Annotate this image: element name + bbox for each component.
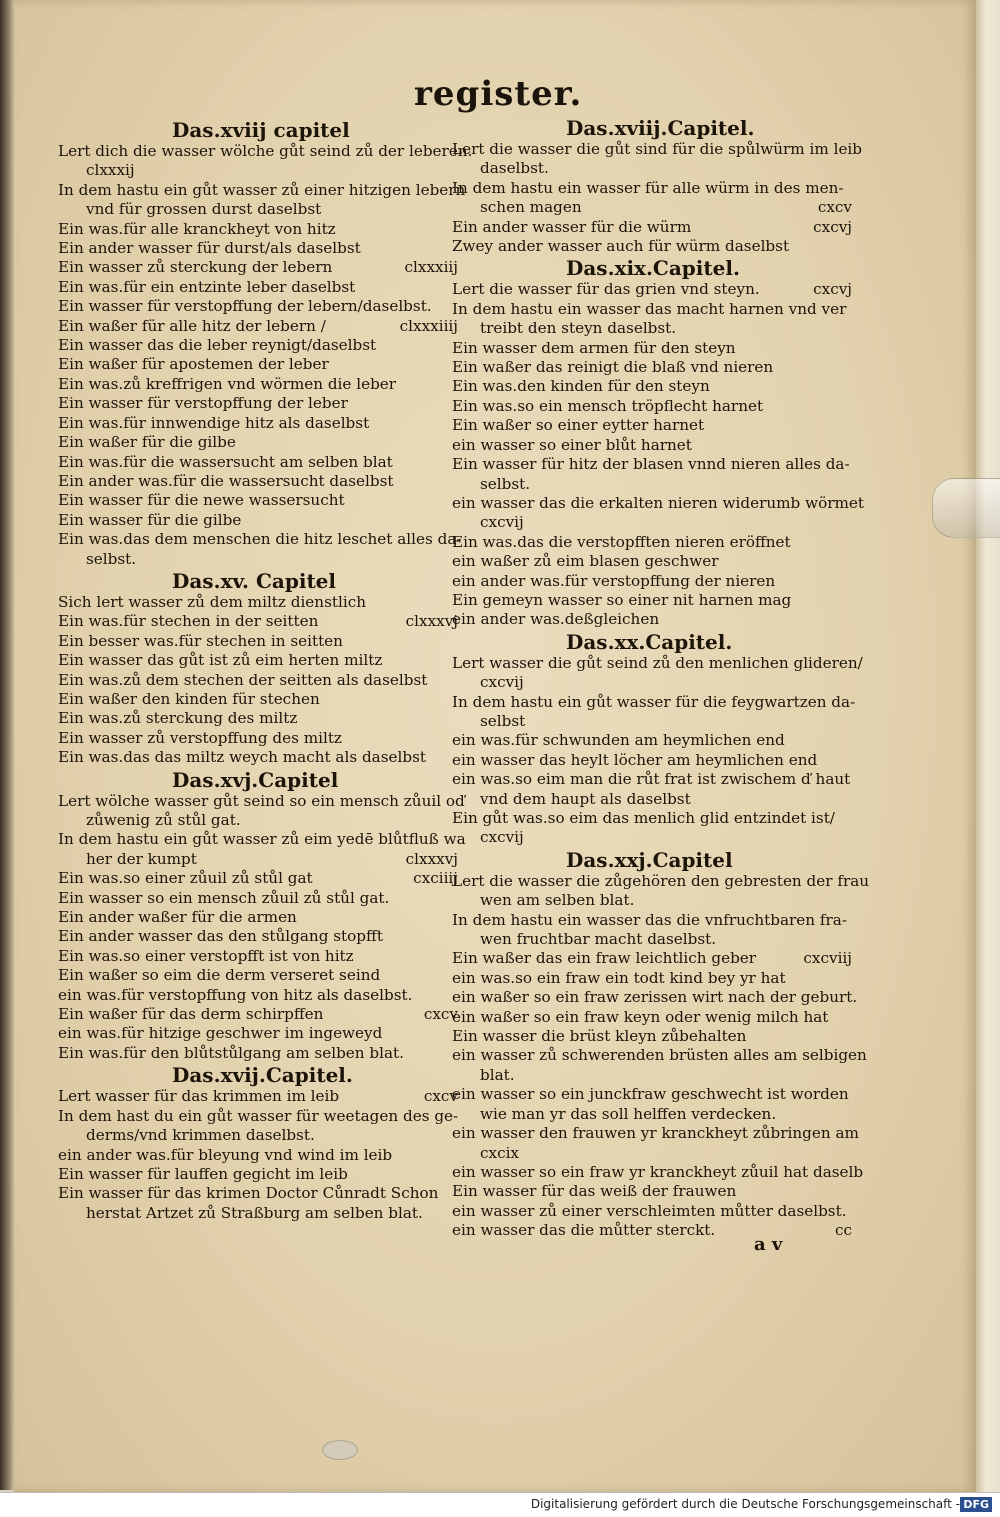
- chapter-heading: Das.xvj.Capitel: [172, 767, 339, 792]
- folio-number: cc: [834, 1221, 852, 1240]
- register-entry: [452, 140, 863, 159]
- entry-text: blat.: [480, 1065, 515, 1084]
- entry-text: derms/vnd krimmen daselbst.: [86, 1126, 315, 1145]
- entry-text: ein waßer so ein fraw keyn oder wenig milch hat: [452, 1007, 829, 1026]
- footer-bar: [0, 1492, 1000, 1517]
- register-entry: [452, 493, 864, 513]
- entry-text: Ein wasser die brüst kleyn zůbehalten: [452, 1027, 747, 1046]
- register-entry: [58, 1005, 458, 1024]
- entry-text: Ein wasser für das krimen Doctor Cůnradt Schon: [58, 1184, 439, 1203]
- register-entry: [58, 690, 458, 709]
- entry-text: vnd für grossen durst daselbst: [86, 200, 322, 219]
- register-entry: [58, 1184, 458, 1203]
- entry-text: Ein was.so einer zůuil zů stůl gat: [58, 869, 313, 888]
- entry-text: Ein wasser das die leber reynigt/daselbst: [58, 336, 377, 355]
- register-entry: [58, 180, 466, 200]
- register-entry: [452, 218, 852, 237]
- entry-text: Ein wasser für hitz der blasen vnnd nieren alles da-: [452, 455, 850, 474]
- scan-thumb-mark: [322, 1440, 358, 1460]
- register-entry: [452, 1008, 852, 1027]
- entry-text: wie man yr das soll helffen verdecken.: [480, 1104, 777, 1123]
- entry-text: wen am selben blat.: [480, 891, 635, 910]
- entry-text: Ein was.das das miltz weych macht als daselbst: [58, 748, 427, 767]
- register-entry: [58, 317, 458, 336]
- entry-text: Ein gemeyn wasser so einer nit harnen mag: [452, 590, 792, 609]
- entry-text: Lert die wasser die zůgehören den gebresten der frau: [452, 871, 870, 890]
- left-column: [58, 118, 473, 1223]
- register-entry: [58, 1126, 458, 1145]
- entry-text: Ein wasser dem armen für den steyn: [452, 338, 736, 357]
- register-entry: [58, 830, 466, 849]
- register-entry: [452, 809, 852, 828]
- register-entry: [58, 258, 458, 277]
- register-entry: [452, 237, 852, 256]
- register-entry: [58, 791, 465, 811]
- register-entry: [452, 790, 852, 809]
- entry-text: Ein waßer das ein fraw leichtlich geber: [452, 949, 757, 968]
- register-entry: [452, 198, 852, 217]
- entry-text: In dem hastu ein wasser das macht harnen vnd ver: [452, 299, 847, 318]
- folio-number: clxxxvj: [405, 849, 458, 868]
- folio-number: cxciiij: [413, 869, 458, 888]
- entry-text: Ein wasser für verstopffung der lebern/daselbst.: [58, 297, 432, 316]
- register-entry: [452, 1144, 852, 1163]
- register-entry: [58, 869, 458, 888]
- entry-text: Ein was.so einer verstopfft ist von hitz: [58, 946, 354, 965]
- entry-text: ein was.so eim man die růt frat ist zwischem ď haut: [452, 770, 851, 789]
- register-entry: [58, 632, 458, 651]
- entry-text: ein wasser zů einer verschleimten můtter daselbst.: [452, 1201, 847, 1220]
- register-entry: [58, 550, 458, 569]
- entry-text: daselbst.: [480, 159, 549, 178]
- register-entry: [58, 472, 458, 491]
- entry-text: Ein was.für innwendige hitz als daselbst: [58, 413, 370, 432]
- entry-text: ein wasser zů schwerenden brüsten alles am selbigen: [452, 1046, 867, 1065]
- entry-text: In dem hastu ein wasser für alle würm in des men-: [452, 178, 844, 197]
- folio-number: cxcvj: [813, 217, 852, 236]
- entry-text: Ein gůt was.so eim das menlich glid entzindet ist/: [452, 809, 835, 827]
- register-entry: [452, 692, 856, 712]
- entry-text: Ein ander was.für die wassersucht daselbst: [58, 471, 394, 490]
- register-entry: [452, 572, 852, 591]
- register-entry: [452, 1182, 852, 1201]
- footer-credit: Digitalisierung gefördert durch die Deutsche Forschungsgemeinschaft -: [530, 1497, 960, 1511]
- register-entry: [58, 220, 458, 239]
- entry-text: selbst.: [480, 474, 531, 493]
- entry-text: Ein waßer für das derm schirpffen: [58, 1005, 324, 1024]
- entry-text: Ein was.für die wassersucht am selben blat: [58, 452, 393, 471]
- entry-text: ein ander was.deßgleichen: [452, 610, 660, 629]
- register-entry: [58, 278, 458, 297]
- entry-text: Ein ander wasser für durst/als daselbst: [58, 239, 361, 258]
- entry-text: Lert dich die wasser wölche gůt seind zů der leberen.: [58, 142, 473, 160]
- entry-text: ein wasser das die můtter sterckt.: [452, 1221, 716, 1240]
- register-entry: [452, 1027, 852, 1046]
- page-fore-edge: [976, 0, 1000, 1492]
- folio-number: clxxxvj: [405, 612, 458, 631]
- register-entry: [452, 988, 858, 1007]
- entry-text: herstat Artzet zů Straßburg am selben blat.: [86, 1203, 423, 1222]
- entry-text: ein ander was.für verstopffung der nieren: [452, 571, 776, 590]
- register-entry: [58, 850, 458, 869]
- entry-text: schen magen: [480, 198, 582, 217]
- register-entry: [452, 731, 852, 750]
- entry-text: ein wasser das die erkalten nieren widerumb wörmet: [452, 493, 864, 512]
- register-entry: [452, 751, 852, 770]
- register-entry: [452, 871, 870, 891]
- register-entry: [58, 375, 458, 394]
- entry-text: Ein waßer das reinigt die blaß vnd nieren: [452, 358, 774, 377]
- register-entry: [452, 358, 852, 377]
- entry-text: her der kumpt: [86, 849, 197, 868]
- entry-text: Ein wasser für die gilbe: [58, 510, 242, 529]
- folio-number: clxxxiij: [404, 258, 458, 277]
- entry-text: ein was.für schwunden am heymlichen end: [452, 731, 785, 750]
- register-entry: [452, 416, 852, 435]
- entry-text: Ein wasser zů sterckung der lebern: [58, 258, 333, 277]
- register-entry: [58, 1087, 458, 1106]
- chapter-heading: Das.xxj.Capitel: [566, 847, 733, 872]
- entry-text: In dem hastu ein gůt wasser zů eim yedē blůtfluß wa: [58, 830, 466, 849]
- register-entry: [58, 811, 458, 830]
- register-entry: [452, 1221, 852, 1240]
- register-entry: [452, 1066, 852, 1085]
- entry-text: Ein wasser für das weiß der frauwen: [452, 1182, 737, 1201]
- folio-number: clxxxiiij: [399, 316, 458, 335]
- chapter-heading: Das.xviij.Capitel.: [566, 116, 755, 140]
- entry-text: Ein wasser für verstopffung der leber: [58, 394, 348, 413]
- entry-text: ein wasser den frauwen yr kranckheyt zůbringen am: [452, 1124, 859, 1143]
- entry-text: Lert wasser für das krimmen im leib: [58, 1087, 340, 1106]
- page-title: register.: [414, 74, 583, 114]
- register-entry: [452, 377, 852, 396]
- entry-text: Ein was.das die verstopfften nieren eröffnet: [452, 532, 791, 551]
- register-entry: [58, 927, 458, 946]
- register-entry: [58, 1044, 458, 1063]
- register-entry: [58, 394, 458, 413]
- entry-text: In dem hastu ein gůt wasser für die feygwartzen da-: [452, 692, 856, 711]
- register-entry: [58, 491, 458, 510]
- register-entry: [452, 1046, 867, 1065]
- register-entry: [58, 433, 458, 452]
- register-entry: [452, 1162, 864, 1182]
- entry-text: ein was.so ein fraw ein todt kind bey yr hat: [452, 968, 786, 987]
- entry-text: Ein wasser das gůt ist zů eim herten miltz: [58, 651, 383, 670]
- register-entry: [58, 612, 458, 631]
- register-entry: [452, 533, 852, 552]
- page-clip: [932, 478, 1000, 538]
- entry-text: Ein wasser für die newe wassersucht: [58, 491, 345, 510]
- folio-number: cxcv: [423, 1087, 458, 1106]
- register-entry: [452, 673, 852, 692]
- register-entry: [452, 280, 852, 299]
- entry-text: Lert die wasser für das grien vnd steyn.: [452, 280, 760, 299]
- entry-text: Ein waßer für alle hitz der lebern /: [58, 316, 326, 335]
- entry-text: Ein wasser so ein mensch zůuil zů stůl gat.: [58, 888, 390, 907]
- register-entry: [58, 336, 458, 355]
- register-entry: [58, 453, 458, 472]
- entry-text: Lert die wasser die gůt sind für die spůlwürm im leib: [452, 140, 863, 158]
- entry-text: ein wasser so ein junckfraw geschwecht ist worden: [452, 1085, 849, 1104]
- register-entry: [452, 1105, 852, 1124]
- register-entry: [58, 651, 458, 670]
- register-entry: [452, 591, 852, 610]
- register-entry: [452, 969, 852, 988]
- register-entry: [58, 200, 458, 219]
- register-entry: [452, 911, 852, 930]
- register-entry: [452, 712, 852, 731]
- right-column: [452, 116, 870, 1241]
- entry-text: cxcix: [480, 1143, 519, 1162]
- entry-text: Ein was.für stechen in der seitten: [58, 612, 319, 631]
- entry-text: vnd dem haupt als daselbst: [480, 789, 691, 808]
- register-entry: [452, 436, 852, 455]
- register-entry: [452, 475, 852, 494]
- entry-text: Ein was.zů dem stechen der seitten als daselbst: [58, 670, 428, 689]
- entry-text: Ein was.den kinden für den steyn: [452, 377, 710, 396]
- register-entry: [58, 593, 458, 612]
- register-entry: [58, 239, 458, 258]
- register-entry: [452, 397, 852, 416]
- register-entry: [452, 339, 852, 358]
- entry-text: In dem hastu ein gůt wasser zů einer hitzigen lebern: [58, 180, 466, 199]
- register-entry: [58, 966, 458, 985]
- entry-text: Zwey ander wasser auch für würm daselbst: [452, 237, 790, 256]
- entry-text: Ein waßer so einer eytter harnet: [452, 416, 705, 435]
- register-entry: [452, 930, 852, 949]
- entry-text: Ein was.für alle kranckheyt von hitz: [58, 219, 336, 238]
- register-entry: [452, 179, 852, 198]
- folio-number: cxcv: [423, 1005, 458, 1024]
- entry-text: Ein was.für ein entzinte leber daselbst: [58, 277, 356, 296]
- chapter-heading: Das.xv. Capitel: [172, 568, 337, 593]
- register-entry: [452, 159, 852, 178]
- register-entry: [58, 986, 458, 1005]
- register-entry: [452, 610, 852, 629]
- entry-text: Ein was.zů kreffrigen vnd wörmen die leber: [58, 374, 397, 393]
- entry-text: Ein waßer den kinden für stechen: [58, 689, 320, 708]
- register-entry: [58, 297, 458, 316]
- register-entry: [452, 300, 852, 319]
- entry-text: cxcvij: [480, 673, 524, 692]
- register-entry: [58, 142, 473, 161]
- entry-text: ein wasser so ein fraw yr kranckheyt zůuil hat daselb: [452, 1162, 864, 1181]
- folio-number: cxcv: [817, 198, 852, 217]
- register-entry: [452, 891, 852, 910]
- entry-text: ein was.für hitzige geschwer im ingeweyd: [58, 1024, 383, 1043]
- entry-text: Ein waßer für die gilbe: [58, 433, 236, 452]
- register-entry: [452, 949, 852, 968]
- register-entry: [58, 355, 458, 374]
- entry-text: Ein ander wasser für die würm: [452, 217, 692, 236]
- register-entry: [452, 513, 852, 532]
- chapter-heading: Das.xvij.Capitel.: [172, 1063, 353, 1088]
- chapter-heading: Das.xix.Capitel.: [566, 256, 740, 281]
- entry-text: ein wasser das heylt löcher am heymlichen end: [452, 750, 818, 769]
- entry-text: Ein waßer so eim die derm verseret seind: [58, 966, 381, 985]
- entry-text: ein wasser so einer blůt harnet: [452, 435, 692, 454]
- register-entry: [58, 908, 458, 927]
- register-entry: [452, 1085, 852, 1104]
- register-entry: [58, 947, 458, 966]
- register-entry: [452, 1202, 852, 1221]
- entry-text: selbst: [480, 711, 526, 730]
- register-entry: [58, 1107, 458, 1126]
- entry-text: Ein wasser zů verstopffung des miltz: [58, 728, 342, 747]
- entry-text: Lert wasser die gůt seind zů den menlichen glideren/: [452, 653, 863, 672]
- register-entry: [452, 319, 852, 338]
- entry-text: Ein was.zů sterckung des miltz: [58, 709, 298, 728]
- scan-binding-edge: [0, 0, 14, 1490]
- entry-text: cxcvij: [480, 828, 524, 847]
- register-entry: [58, 530, 462, 549]
- register-entry: [452, 552, 852, 571]
- register-entry: [58, 729, 458, 748]
- chapter-heading: Das.xviij capitel: [172, 118, 350, 142]
- entry-text: treibt den steyn daselbst.: [480, 319, 677, 338]
- entry-text: In dem hast du ein gůt wasser für weetagen des ge-: [58, 1106, 459, 1125]
- entry-text: Ein ander waßer für die armen: [58, 908, 297, 927]
- dfg-logo: DFG: [960, 1497, 992, 1512]
- register-entry: [58, 1024, 458, 1043]
- entry-text: ein waßer zů eim blasen geschwer: [452, 552, 719, 571]
- entry-text: Ein was.das dem menschen die hitz leschet alles da-: [58, 530, 462, 549]
- register-entry: [58, 1165, 458, 1184]
- entry-text: clxxxij: [86, 161, 135, 180]
- entry-text: ein was.für verstopffung von hitz als daselbst.: [58, 985, 413, 1004]
- entry-text: Ein was.für den blůtstůlgang am selben blat.: [58, 1043, 404, 1062]
- register-entry: [452, 828, 852, 847]
- folio-number: cxcviij: [803, 949, 852, 968]
- register-entry: [58, 1146, 458, 1165]
- register-entry: [452, 1124, 859, 1143]
- catchword: a v: [754, 1234, 783, 1255]
- entry-text: Ein besser was.für stechen in seitten: [58, 631, 343, 650]
- register-entry: [58, 709, 458, 728]
- entry-text: Ein ander wasser das den stůlgang stopfft: [58, 927, 383, 946]
- entry-text: Ein wasser für lauffen gegicht im leib: [58, 1164, 348, 1183]
- chapter-heading: Das.xx.Capitel.: [566, 629, 733, 654]
- entry-text: wen fruchtbar macht daselbst.: [480, 930, 717, 949]
- register-entry: [452, 455, 852, 474]
- register-entry: [452, 770, 852, 789]
- entry-text: Ein was.so ein mensch tröpflecht harnet: [452, 396, 764, 415]
- register-entry: [58, 511, 458, 530]
- register-entry: [58, 161, 458, 180]
- entry-text: In dem hastu ein wasser das die vnfruchtbaren fra-: [452, 910, 847, 929]
- folio-number: cxcvj: [813, 280, 852, 299]
- register-entry: [452, 653, 863, 673]
- entry-text: zůwenig zů stůl gat.: [86, 811, 241, 829]
- entry-text: Lert wölche wasser gůt seind so ein mensch zůuil oď: [58, 791, 465, 810]
- register-entry: [58, 414, 458, 433]
- entry-text: ein ander was.für bleyung vnd wind im leib: [58, 1145, 393, 1164]
- entry-text: cxcvij: [480, 513, 524, 532]
- entry-text: selbst.: [86, 549, 137, 568]
- register-entry: [58, 748, 458, 767]
- register-entry: [58, 889, 458, 908]
- register-entry: [58, 671, 458, 690]
- entry-text: Sich lert wasser zů dem miltz dienstlich: [58, 592, 366, 611]
- register-entry: [58, 1204, 458, 1223]
- entry-text: Ein waßer für apostemen der leber: [58, 355, 329, 374]
- entry-text: ein waßer so ein fraw zerissen wirt nach der geburt.: [452, 988, 858, 1007]
